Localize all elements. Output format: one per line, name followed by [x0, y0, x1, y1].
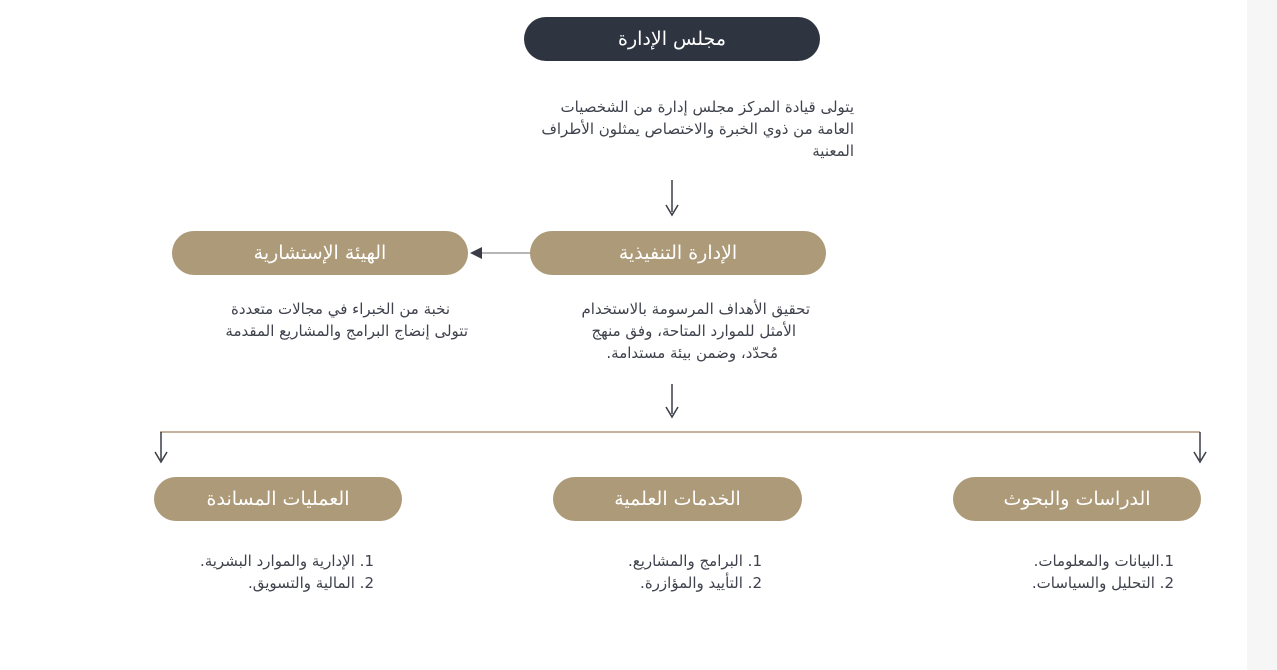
executive-desc-line: الأمثل للموارد المتاحة، وفق منهج [591, 322, 796, 340]
executive-node [530, 231, 826, 275]
list-item: 2. المالية والتسويق. [247, 574, 374, 592]
board-desc-line: العامة من ذوي الخبرة والاختصاص يمثلون الأطراف [541, 120, 854, 138]
advisory-node [172, 231, 468, 275]
list-item: 1. الإدارية والموارد البشرية. [199, 552, 374, 570]
branch-support-list [150, 550, 374, 594]
board-desc-line: المعنية [812, 142, 854, 160]
branch-support-node [154, 477, 402, 521]
board-desc-line: يتولى قيادة المركز مجلس إدارة من الشخصيات [560, 98, 854, 116]
advisory-desc-line: تتولى إنضاج البرامج والمشاريع المقدمة [225, 322, 468, 340]
branch-services-title: الخدمات العلمية [614, 488, 741, 510]
advisory-title: الهيئة الإستشارية [253, 242, 387, 264]
executive-title: الإدارة التنفيذية [618, 242, 738, 264]
branch-services-list [580, 550, 762, 594]
board-description [470, 96, 854, 162]
executive-desc-line: مُحدّد، وضمن بيئة مستدامة. [606, 344, 778, 362]
list-item: 1. البرامج والمشاريع. [627, 552, 762, 570]
branch-support-title: العمليات المساندة [206, 488, 350, 510]
board-title: مجلس الإدارة [618, 28, 726, 50]
branch-studies-title: الدراسات والبحوث [1003, 488, 1151, 510]
branch-studies-node [953, 477, 1201, 521]
advisory-desc-line: نخبة من الخبراء في مجالات متعددة [230, 300, 450, 318]
list-item: 2. التأييد والمؤازرة. [640, 574, 762, 592]
advisory-description [160, 298, 468, 342]
executive-description [500, 298, 810, 364]
branch-studies-list [980, 550, 1174, 594]
board-node [524, 17, 820, 61]
executive-desc-line: تحقيق الأهداف المرسومة بالاستخدام [581, 300, 810, 318]
list-item: 2. التحليل والسياسات. [1031, 574, 1174, 592]
list-item: 1.البيانات والمعلومات. [1033, 552, 1174, 570]
branch-services-node [553, 477, 802, 521]
